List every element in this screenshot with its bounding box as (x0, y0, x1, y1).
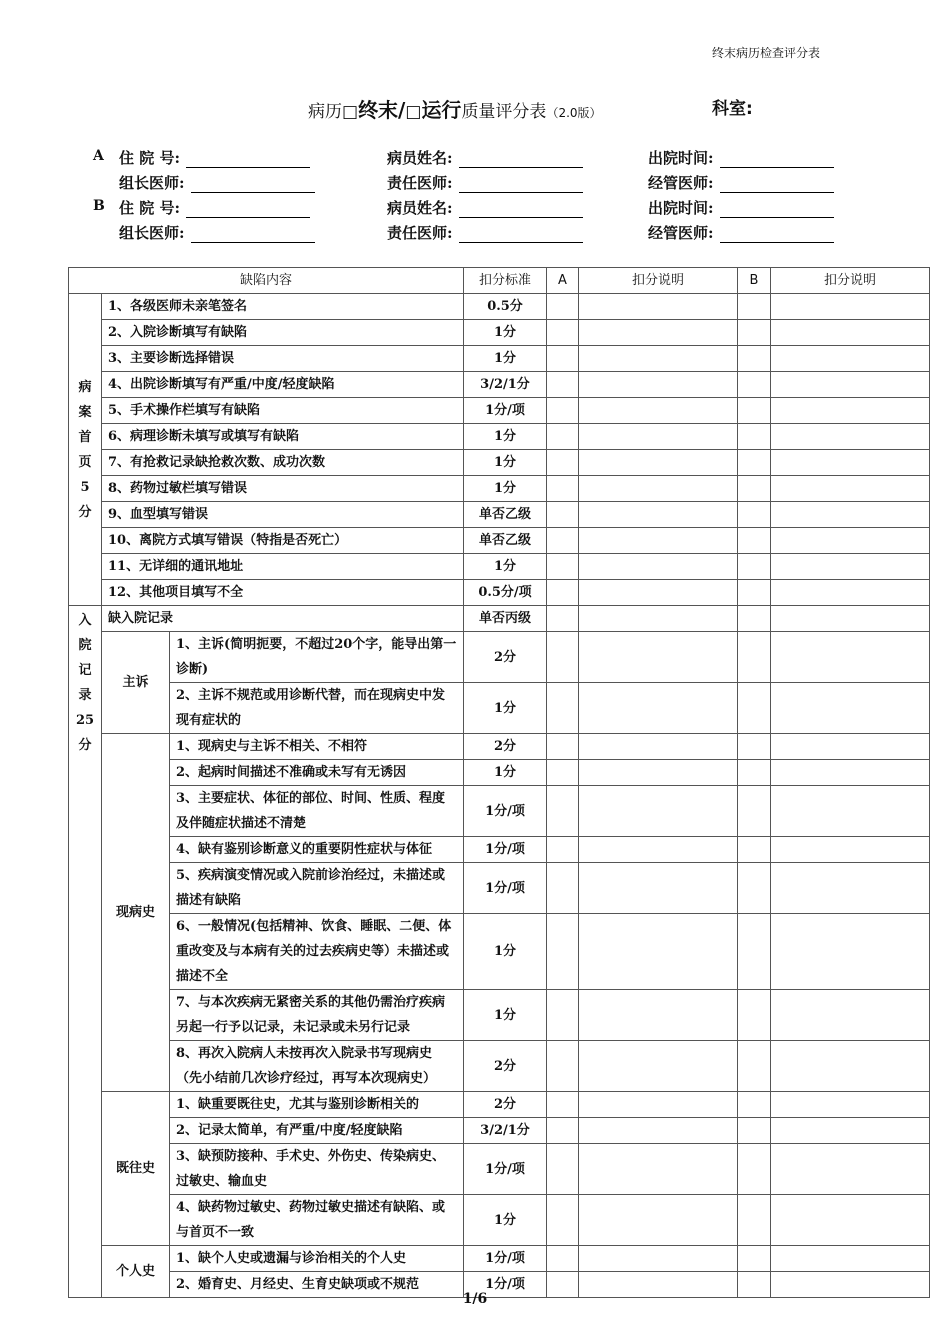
section-label-char: 分 (78, 504, 92, 520)
b-note-cell[interactable] (771, 398, 930, 424)
a-score-cell[interactable] (547, 863, 579, 914)
table-row (69, 1118, 930, 1144)
b-score-cell[interactable] (738, 450, 771, 476)
score-table (68, 267, 930, 1298)
score-cell: 1分 (464, 476, 547, 502)
a-score-cell[interactable] (547, 346, 579, 372)
score-cell: 1分 (464, 1195, 547, 1246)
defect-text: 4、缺有鉴别诊断意义的重要阴性症状与体征 (170, 837, 464, 863)
b-score-cell[interactable] (738, 294, 771, 320)
header-standard: 扣分标准 (464, 268, 547, 294)
b-score-cell[interactable] (738, 554, 771, 580)
table-row (69, 528, 930, 554)
defect-text: 9、血型填写错误 (102, 502, 464, 528)
table-row (69, 1144, 930, 1195)
subsection-name: 既往史 (102, 1092, 170, 1246)
score-cell: 1分 (464, 990, 547, 1041)
a-note-cell[interactable] (579, 606, 738, 632)
a-score-cell[interactable] (547, 580, 579, 606)
a-note-cell[interactable] (579, 786, 738, 837)
b-note-cell[interactable] (771, 1041, 930, 1092)
title-part-4: 质量评分表 (461, 102, 547, 122)
a-score-cell[interactable] (547, 320, 579, 346)
a-discharge-time-field[interactable]: 出院时间: (648, 147, 834, 168)
score-cell: 2分 (464, 734, 547, 760)
table-row (69, 683, 930, 734)
a-note-cell[interactable] (579, 1041, 738, 1092)
defect-text: 7、有抢救记录缺抢救次数、成功次数 (102, 450, 464, 476)
b-score-cell[interactable] (738, 346, 771, 372)
table-row (69, 476, 930, 502)
b-score-cell[interactable] (738, 990, 771, 1041)
a-note-cell[interactable] (579, 424, 738, 450)
header-a-note: 扣分说明 (579, 268, 738, 294)
a-score-cell[interactable] (547, 294, 579, 320)
a-managing-doctor-field[interactable]: 经管医师: (648, 172, 834, 193)
table-row (69, 914, 930, 990)
a-note-cell[interactable] (579, 580, 738, 606)
b-score-cell[interactable] (738, 424, 771, 450)
a-score-cell[interactable] (547, 683, 579, 734)
a-note-cell[interactable] (579, 554, 738, 580)
department-label: 科室: (712, 99, 753, 119)
section-label-char: 首 (78, 429, 92, 445)
b-score-cell[interactable] (738, 476, 771, 502)
title-running: 运行 (421, 98, 462, 122)
a-note-cell[interactable] (579, 914, 738, 990)
table-row (69, 606, 930, 632)
b-note-cell[interactable] (771, 863, 930, 914)
a-score-cell[interactable] (547, 1144, 579, 1195)
score-cell: 1分 (464, 450, 547, 476)
b-group-leader-field[interactable]: 组长医师: (119, 222, 315, 243)
defect-text: 2、起病时间描述不准确或未写有无诱因 (170, 760, 464, 786)
section-label-char: 病 (78, 379, 92, 395)
a-score-cell[interactable] (547, 914, 579, 990)
score-cell: 1分 (464, 760, 547, 786)
title-part-1: 病历 (308, 102, 342, 122)
b-note-cell[interactable] (771, 1092, 930, 1118)
a-note-cell[interactable] (579, 863, 738, 914)
subsection-name: 现病史 (102, 734, 170, 1092)
table-row (69, 372, 930, 398)
score-cell: 1分 (464, 320, 547, 346)
b-note-cell[interactable] (771, 476, 930, 502)
b-score-cell[interactable] (738, 1195, 771, 1246)
score-cell: 1分/项 (464, 863, 547, 914)
a-score-cell[interactable] (547, 990, 579, 1041)
b-score-cell[interactable] (738, 528, 771, 554)
a-note-cell[interactable] (579, 476, 738, 502)
section-label-char: 案 (78, 404, 92, 420)
table-row (69, 1246, 930, 1272)
defect-text: 12、其他项目填写不全 (102, 580, 464, 606)
section-label (69, 608, 101, 758)
a-note-cell[interactable] (579, 1246, 738, 1272)
b-admission-no-field[interactable]: 住 院 号: (119, 197, 310, 218)
score-cell: 3/2/1分 (464, 1118, 547, 1144)
b-note-cell[interactable] (771, 786, 930, 837)
b-score-cell[interactable] (738, 398, 771, 424)
a-note-cell[interactable] (579, 1144, 738, 1195)
b-score-cell[interactable] (738, 606, 771, 632)
score-cell: 1分/项 (464, 1144, 547, 1195)
score-cell: 1分 (464, 346, 547, 372)
b-note-cell[interactable] (771, 1246, 930, 1272)
score-cell: 1分/项 (464, 786, 547, 837)
defect-text: 7、与本次疾病无紧密关系的其他仍需治疗疾病另起一行予以记录，未记录或未另行记录 (170, 990, 464, 1041)
a-note-cell[interactable] (579, 683, 738, 734)
b-note-cell[interactable] (771, 990, 930, 1041)
defect-text: 5、手术操作栏填写有缺陷 (102, 398, 464, 424)
score-cell: 0.5分 (464, 294, 547, 320)
score-cell: 1分/项 (464, 1272, 547, 1298)
a-score-cell[interactable] (547, 1118, 579, 1144)
defect-text: 2、入院诊断填写有缺陷 (102, 320, 464, 346)
score-cell: 单否乙级 (464, 528, 547, 554)
a-note-cell[interactable] (579, 1195, 738, 1246)
checkbox-final[interactable]: □ (342, 102, 359, 122)
table-row (69, 837, 930, 863)
b-score-cell[interactable] (738, 372, 771, 398)
b-score-cell[interactable] (738, 760, 771, 786)
section-label-char: 入 (78, 613, 92, 628)
b-note-cell[interactable] (771, 346, 930, 372)
defect-text: 2、主诉不规范或用诊断代替，而在现病史中发现有症状的 (170, 683, 464, 734)
b-note-cell[interactable] (771, 580, 930, 606)
a-score-cell[interactable] (547, 1195, 579, 1246)
defect-text: 11、无详细的通讯地址 (102, 554, 464, 580)
subsection-name: 个人史 (102, 1246, 170, 1298)
table-row (69, 760, 930, 786)
defect-text: 1、现病史与主诉不相关、不相符 (170, 734, 464, 760)
table-row (69, 398, 930, 424)
b-note-cell[interactable] (771, 372, 930, 398)
b-note-cell[interactable] (771, 683, 930, 734)
a-responsible-doctor-field[interactable]: 责任医师: (387, 172, 583, 193)
table-row (69, 1041, 930, 1092)
b-score-cell[interactable] (738, 683, 771, 734)
score-cell: 1分 (464, 914, 547, 990)
score-cell: 2分 (464, 1092, 547, 1118)
table-row (69, 990, 930, 1041)
section-label-char: 25 (75, 713, 95, 728)
b-note-cell[interactable] (771, 606, 930, 632)
record-a-label: A (93, 148, 104, 164)
defect-text: 1、缺个人史或遗漏与诊治相关的个人史 (170, 1246, 464, 1272)
section-label (69, 375, 101, 525)
b-responsible-doctor-field[interactable]: 责任医师: (387, 222, 583, 243)
b-note-cell[interactable] (771, 1144, 930, 1195)
header-a: A (547, 268, 579, 294)
a-admission-no-field[interactable]: 住 院 号: (119, 147, 310, 168)
section-cell-first-page (69, 294, 102, 606)
score-cell: 0.5分/项 (464, 580, 547, 606)
a-note-cell[interactable] (579, 1118, 738, 1144)
b-score-cell[interactable] (738, 1246, 771, 1272)
a-score-cell[interactable] (547, 450, 579, 476)
b-note-cell[interactable] (771, 632, 930, 683)
header-defect: 缺陷内容 (69, 268, 464, 294)
defect-text: 2、记录太简单，有严重/中度/轻度缺陷 (170, 1118, 464, 1144)
table-row (69, 554, 930, 580)
a-note-cell[interactable] (579, 346, 738, 372)
table-row (69, 320, 930, 346)
section-label-char: 分 (78, 738, 92, 753)
score-cell: 2分 (464, 1041, 547, 1092)
b-score-cell[interactable] (738, 1144, 771, 1195)
a-note-cell[interactable] (579, 760, 738, 786)
b-score-cell[interactable] (738, 1118, 771, 1144)
title-version: （2.0版） (546, 106, 602, 120)
table-row (69, 294, 930, 320)
b-note-cell[interactable] (771, 1195, 930, 1246)
a-score-cell[interactable] (547, 1246, 579, 1272)
page-title (308, 94, 602, 123)
a-note-cell[interactable] (579, 372, 738, 398)
a-score-cell[interactable] (547, 398, 579, 424)
a-score-cell[interactable] (547, 502, 579, 528)
a-note-cell[interactable] (579, 450, 738, 476)
a-note-cell[interactable] (579, 837, 738, 863)
section-label-char: 5 (80, 479, 90, 495)
defect-text: 8、药物过敏栏填写错误 (102, 476, 464, 502)
b-score-cell[interactable] (738, 502, 771, 528)
b-note-cell[interactable] (771, 320, 930, 346)
b-note-cell[interactable] (771, 760, 930, 786)
defect-text: 1、主诉(简明扼要，不超过20个字，能导出第一诊断) (170, 632, 464, 683)
section-cell-admission (69, 606, 102, 1298)
b-note-cell[interactable] (771, 554, 930, 580)
score-cell: 单否丙级 (464, 606, 547, 632)
section-label-char: 页 (78, 454, 92, 470)
section-label-char: 记 (78, 663, 92, 678)
a-note-cell[interactable] (579, 528, 738, 554)
b-score-cell[interactable] (738, 863, 771, 914)
b-note-cell[interactable] (771, 528, 930, 554)
b-note-cell[interactable] (771, 424, 930, 450)
a-score-cell[interactable] (547, 554, 579, 580)
a-score-cell[interactable] (547, 734, 579, 760)
b-note-cell[interactable] (771, 294, 930, 320)
table-row (69, 450, 930, 476)
a-note-cell[interactable] (579, 294, 738, 320)
header-b-note: 扣分说明 (771, 268, 930, 294)
a-score-cell[interactable] (547, 528, 579, 554)
a-note-cell[interactable] (579, 1092, 738, 1118)
score-cell: 1分 (464, 554, 547, 580)
section-label-char: 录 (78, 688, 92, 703)
subsection-name: 主诉 (102, 632, 170, 734)
table-row (69, 863, 930, 914)
a-score-cell[interactable] (547, 476, 579, 502)
b-note-cell[interactable] (771, 734, 930, 760)
a-note-cell[interactable] (579, 320, 738, 346)
score-cell: 1分/项 (464, 1246, 547, 1272)
a-score-cell[interactable] (547, 837, 579, 863)
score-cell: 3/2/1分 (464, 372, 547, 398)
defect-text: 1、各级医师未亲笔签名 (102, 294, 464, 320)
b-note-cell[interactable] (771, 837, 930, 863)
b-score-cell[interactable] (738, 632, 771, 683)
a-note-cell[interactable] (579, 632, 738, 683)
page-number: 1/6 (462, 1291, 488, 1307)
b-score-cell[interactable] (738, 837, 771, 863)
table-row (69, 1195, 930, 1246)
a-note-cell[interactable] (579, 502, 738, 528)
defect-text: 4、出院诊断填写有严重/中度/轻度缺陷 (102, 372, 464, 398)
title-final: 终末/ (358, 98, 406, 122)
score-cell: 1分 (464, 424, 547, 450)
score-cell: 2分 (464, 632, 547, 683)
b-score-cell[interactable] (738, 734, 771, 760)
b-score-cell[interactable] (738, 1092, 771, 1118)
b-note-cell[interactable] (771, 450, 930, 476)
table-row (69, 502, 930, 528)
a-score-cell[interactable] (547, 606, 579, 632)
b-note-cell[interactable] (771, 914, 930, 990)
table-row (69, 1092, 930, 1118)
defect-text: 1、缺重要既往史，尤其与鉴别诊断相关的 (170, 1092, 464, 1118)
table-row (69, 786, 930, 837)
score-cell: 1分/项 (464, 837, 547, 863)
a-note-cell[interactable] (579, 990, 738, 1041)
a-score-cell[interactable] (547, 372, 579, 398)
table-row (69, 734, 930, 760)
checkbox-running[interactable]: □ (405, 102, 422, 122)
defect-text: 2、婚育史、月经史、生育史缺项或不规范 (170, 1272, 464, 1298)
b-note-cell[interactable] (771, 502, 930, 528)
b-score-cell[interactable] (738, 320, 771, 346)
defect-text: 3、缺预防接种、手术史、外伤史、传染病史、过敏史、输血史 (170, 1144, 464, 1195)
header-note: 终末病历检查评分表 (712, 46, 821, 60)
defect-text: 3、主要诊断选择错误 (102, 346, 464, 372)
defect-text: 3、主要症状、体征的部位、时间、性质、程度及伴随症状描述不清楚 (170, 786, 464, 837)
header-b: B (738, 268, 771, 294)
b-discharge-time-field[interactable]: 出院时间: (648, 197, 834, 218)
score-cell: 单否乙级 (464, 502, 547, 528)
defect-text: 6、一般情况(包括精神、饮食、睡眠、二便、体重改变及与本病有关的过去疾病史等）未描述或描述不全 (170, 914, 464, 990)
a-note-cell[interactable] (579, 398, 738, 424)
a-note-cell[interactable] (579, 734, 738, 760)
defect-text: 5、疾病演变情况或入院前诊治经过，未描述或描述有缺陷 (170, 863, 464, 914)
score-cell: 1分 (464, 683, 547, 734)
a-score-cell[interactable] (547, 632, 579, 683)
a-score-cell[interactable] (547, 786, 579, 837)
b-patient-name-field[interactable]: 病员姓名: (387, 197, 583, 218)
table-row (69, 632, 930, 683)
a-patient-name-field[interactable]: 病员姓名: (387, 147, 583, 168)
b-score-cell[interactable] (738, 786, 771, 837)
a-score-cell[interactable] (547, 424, 579, 450)
a-score-cell[interactable] (547, 1092, 579, 1118)
table-row (69, 346, 930, 372)
b-note-cell[interactable] (771, 1118, 930, 1144)
a-group-leader-field[interactable]: 组长医师: (119, 172, 315, 193)
score-cell: 1分/项 (464, 398, 547, 424)
table-row (69, 580, 930, 606)
defect-text: 4、缺药物过敏史、药物过敏史描述有缺陷、或与首页不一致 (170, 1195, 464, 1246)
b-score-cell[interactable] (738, 1041, 771, 1092)
a-score-cell[interactable] (547, 760, 579, 786)
defect-text: 缺入院记录 (102, 606, 464, 632)
b-score-cell[interactable] (738, 580, 771, 606)
b-score-cell[interactable] (738, 914, 771, 990)
a-score-cell[interactable] (547, 1041, 579, 1092)
defect-text: 6、病理诊断未填写或填写有缺陷 (102, 424, 464, 450)
defect-text: 8、再次入院病人未按再次入院录书写现病史（先小结前几次诊疗经过，再写本次现病史） (170, 1041, 464, 1092)
defect-text: 10、离院方式填写错误（特指是否死亡） (102, 528, 464, 554)
b-managing-doctor-field[interactable]: 经管医师: (648, 222, 834, 243)
table-row (69, 424, 930, 450)
record-b-label: B (93, 198, 105, 214)
section-label-char: 院 (78, 638, 92, 653)
